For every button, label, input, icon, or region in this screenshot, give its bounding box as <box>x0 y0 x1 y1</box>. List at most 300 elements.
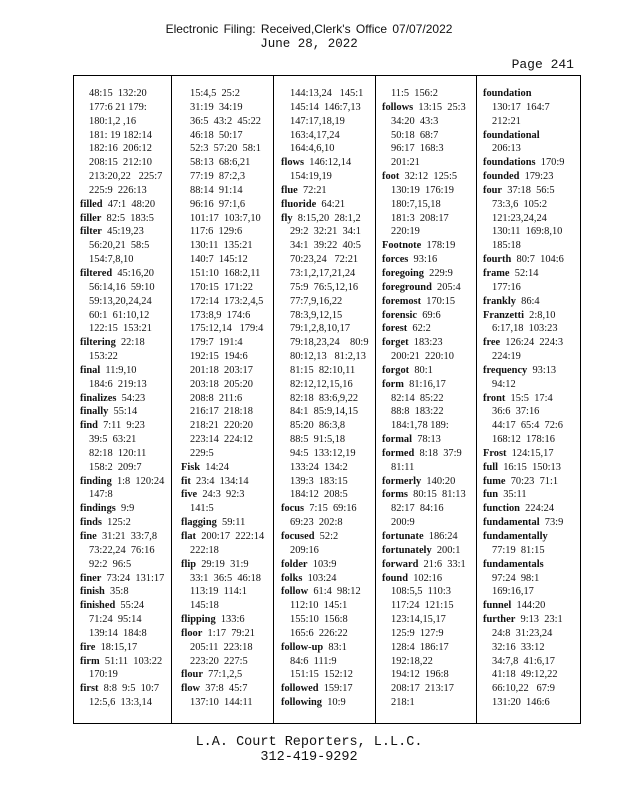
index-continuation <box>181 101 271 115</box>
index-continuation <box>382 225 473 239</box>
page-line-refs: 179:7 191:4 <box>190 337 243 349</box>
index-entry <box>80 655 168 669</box>
page-line-refs: 224:24 <box>519 503 555 515</box>
index-entry <box>483 599 579 613</box>
page-line-refs: 177:16 <box>492 281 521 293</box>
page-line-refs: 34:1 39:22 40:5 <box>290 240 362 252</box>
page-line-refs: 36:6 37:16 <box>492 406 540 418</box>
filing-stamp-line: Electronic Filing: Received,Clerk's Office 07/07/2022 <box>165 22 453 36</box>
index-continuation <box>80 461 168 475</box>
index-continuation <box>281 267 373 281</box>
page-line-refs: 97:24 98:1 <box>492 572 540 584</box>
page-line-refs: 168:12 178:16 <box>492 434 555 446</box>
page-line-refs: 181:3 208:17 <box>391 212 449 224</box>
index-entry <box>382 281 473 295</box>
index-entry <box>483 461 579 475</box>
page-line-refs: 96:17 168:3 <box>391 143 444 155</box>
page-line-refs: 180:1,2 ,16 <box>89 115 137 127</box>
page-line-refs: 56:20,21 58:5 <box>89 240 150 252</box>
index-continuation <box>483 419 579 433</box>
page-line-refs: 82:5 183:5 <box>101 212 154 224</box>
index-term: form <box>382 378 404 390</box>
index-term: forces <box>382 254 409 266</box>
index-continuation <box>382 87 473 101</box>
index-continuation <box>281 129 373 143</box>
index-continuation <box>483 585 579 599</box>
index-column-4 <box>382 87 473 710</box>
index-entry <box>382 253 473 267</box>
index-term: foremost <box>382 295 422 307</box>
page-line-refs: 52:2 <box>314 531 339 542</box>
page-line-refs: 51:11 103:22 <box>99 655 163 667</box>
index-continuation <box>281 392 373 406</box>
index-term: further <box>483 614 516 626</box>
page-line-refs: 46:18 50:17 <box>190 129 243 141</box>
index-term: finally <box>80 406 109 418</box>
page-line-refs: 58:13 68:6,21 <box>190 157 251 169</box>
index-entry <box>382 295 473 309</box>
index-continuation <box>80 613 168 627</box>
index-continuation <box>181 502 271 516</box>
page-line-refs: 108:5,5 110:3 <box>391 586 451 598</box>
page-line-refs: 48:15 132:20 <box>89 88 147 99</box>
page-line-refs: 14:24 <box>200 461 229 473</box>
page-line-refs: 178:19 <box>421 240 456 252</box>
index-term: Fisk <box>181 461 201 473</box>
index-term: finds <box>80 517 102 529</box>
page-line-refs: 31:19 34:19 <box>190 101 243 113</box>
index-term: finished <box>80 600 116 612</box>
index-term: formerly <box>382 475 422 487</box>
index-continuation <box>181 87 271 101</box>
index-entry <box>181 627 271 641</box>
index-term: firm <box>80 655 100 667</box>
index-entry <box>382 488 473 502</box>
index-continuation <box>382 461 473 475</box>
page-line-refs: 124:15,17 <box>506 447 554 459</box>
index-continuation <box>281 475 373 489</box>
page-line-refs: 15:5 17:4 <box>505 392 553 404</box>
index-entry <box>483 488 579 502</box>
page-line-refs: 81:11 <box>391 461 415 473</box>
index-continuation <box>281 544 373 558</box>
page-line-refs: 52:3 57:20 58:1 <box>190 143 262 155</box>
page-line-refs: 82:12,12,15,16 <box>290 378 353 390</box>
index-entry <box>483 309 579 323</box>
page-line-refs: 169:16,17 <box>492 586 534 598</box>
index-continuation <box>483 627 579 641</box>
page-line-refs: 7:15 69:16 <box>304 503 357 515</box>
page-line-refs: 205:4 <box>431 281 461 293</box>
index-term: forward <box>382 558 419 570</box>
index-continuation <box>382 627 473 641</box>
page-line-refs: 133:24 134:2 <box>290 461 348 473</box>
page-line-refs: 158:2 209:7 <box>89 461 142 473</box>
index-term: foregoing <box>382 267 424 279</box>
index-continuation <box>382 142 473 156</box>
page-line-refs: 77:7,9,16,22 <box>290 295 343 307</box>
page-line-refs: 139:14 184:8 <box>89 627 147 639</box>
index-continuation <box>181 405 271 419</box>
page-line-refs: 159:17 <box>318 683 353 695</box>
index-continuation <box>80 309 168 323</box>
index-continuation <box>281 419 373 433</box>
page-line-refs: 141:5 <box>190 503 214 515</box>
page-line-refs: 130:11 169:8,10 <box>492 226 563 238</box>
index-term: foundation <box>483 88 532 99</box>
page-line-refs: 77:19 81:15 <box>492 544 545 556</box>
index-term: frankly <box>483 295 516 307</box>
index-term: flat <box>181 531 197 542</box>
index-continuation <box>382 655 473 669</box>
index-continuation <box>80 87 168 101</box>
page-line-refs: 208:15 212:10 <box>89 157 152 169</box>
page-line-refs: 93:13 <box>527 364 557 376</box>
index-entry <box>181 682 271 696</box>
index-continuation <box>382 682 473 696</box>
index-term: fun <box>483 489 499 501</box>
index-entry <box>281 572 373 586</box>
index-entry <box>483 558 579 572</box>
page-line-refs: 220:19 <box>391 226 420 238</box>
page-line-refs: 173:8,9 174:6 <box>190 309 251 321</box>
page-line-refs: 184:12 208:5 <box>290 489 348 501</box>
index-entry <box>181 668 271 682</box>
page-line-refs: 47:1 48:20 <box>102 198 156 210</box>
index-continuation <box>181 212 271 226</box>
page-line-refs: 145:14 146:7,13 <box>290 101 361 113</box>
page-line-refs: 79:18,23,24 80:9 <box>290 337 369 349</box>
index-column-5 <box>483 87 579 710</box>
index-entry <box>80 516 168 530</box>
page-line-refs: 82:14 85:22 <box>391 392 444 404</box>
page-line-refs: 69:23 202:8 <box>290 517 343 529</box>
page-line-refs: 44:17 65:4 72:6 <box>492 420 564 432</box>
page-line-refs: 170:9 <box>535 157 565 169</box>
index-term: folder <box>281 558 308 570</box>
index-continuation <box>281 433 373 447</box>
page-line-refs: 225:9 226:13 <box>89 184 147 196</box>
index-term: full <box>483 461 499 473</box>
index-term: final <box>80 364 101 376</box>
index-continuation <box>281 225 373 239</box>
index-entry <box>80 267 168 281</box>
index-term: fine <box>80 531 97 542</box>
index-continuation <box>382 115 473 129</box>
page-line-refs: 218:1 <box>391 697 415 709</box>
index-entry <box>382 267 473 281</box>
index-continuation <box>483 655 579 669</box>
index-continuation <box>483 198 579 212</box>
page-line-refs: 172:14 173:2,4,5 <box>190 295 264 307</box>
page-line-refs: 222:18 <box>190 544 219 556</box>
page-line-refs: 64:21 <box>316 198 346 210</box>
index-entry <box>281 682 373 696</box>
index-entry <box>80 212 168 226</box>
index-term: following <box>281 697 322 709</box>
page-line-refs: 144:20 <box>511 600 546 612</box>
index-continuation <box>281 627 373 641</box>
index-continuation <box>181 267 271 281</box>
page-line-refs: 139:3 183:15 <box>290 475 348 487</box>
index-continuation <box>80 488 168 502</box>
column-divider <box>476 76 477 723</box>
page-line-refs: 88:8 183:22 <box>391 406 444 418</box>
index-continuation <box>181 447 271 461</box>
page-line-refs: 212:21 <box>492 115 521 127</box>
index-term: free <box>483 337 501 349</box>
index-continuation <box>80 447 168 461</box>
page-line-refs: 70:23,24 72:21 <box>290 254 359 266</box>
index-continuation <box>382 613 473 627</box>
page-line-refs: 55:14 <box>108 406 138 418</box>
index-continuation <box>483 322 579 336</box>
index-column-1 <box>80 87 168 710</box>
index-entry <box>483 336 579 350</box>
index-continuation <box>483 544 579 558</box>
page-line-refs: 206:13 <box>492 143 521 155</box>
page-line-refs: 177:6 21 179: <box>89 101 147 113</box>
page-line-refs: 6:17,18 103:23 <box>492 323 558 335</box>
index-term: finish <box>80 586 105 598</box>
index-term: fortunate <box>382 531 424 542</box>
index-continuation <box>483 115 579 129</box>
index-term: four <box>483 184 503 196</box>
page-line-refs: 186:24 <box>423 531 458 542</box>
index-continuation <box>382 212 473 226</box>
page-line-refs: 77:19 87:2,3 <box>190 171 246 183</box>
page-line-refs: 55:24 <box>115 600 145 612</box>
index-term: fundamentals <box>483 558 544 570</box>
page-line-refs: 79:1,2,8,10,17 <box>290 323 351 335</box>
index-entry <box>80 682 168 696</box>
index-entry <box>483 613 579 627</box>
page-line-refs: 82:18 120:11 <box>89 447 147 459</box>
page-line-refs: 83:1 <box>323 641 347 653</box>
page-line-refs: 24:8 31:23,24 <box>492 627 553 639</box>
page-number: Page 241 <box>511 57 574 72</box>
page-line-refs: 23:4 134:14 <box>190 475 249 487</box>
index-continuation <box>181 253 271 267</box>
page-line-refs: 54:23 <box>116 392 146 404</box>
page-line-refs: 201:21 <box>391 157 420 169</box>
page-line-refs: 201:18 203:17 <box>190 364 253 376</box>
page-line-refs: 52:14 <box>509 267 539 279</box>
index-term: filler <box>80 212 102 224</box>
page-line-refs: 88:5 91:5,18 <box>290 434 346 446</box>
index-entry <box>281 585 373 599</box>
index-term: found <box>382 572 408 584</box>
page-line-refs: 86:4 <box>515 295 540 307</box>
page-line-refs: 7:11 9:23 <box>97 420 145 432</box>
page-line-refs: 209:16 <box>290 544 319 556</box>
index-entry <box>483 447 579 461</box>
index-term: flows <box>281 157 305 169</box>
page-line-refs: 164:4,6,10 <box>290 143 335 155</box>
index-continuation <box>181 336 271 350</box>
index-term: fluoride <box>281 198 317 210</box>
page-line-refs: 123:14,15,17 <box>391 614 446 626</box>
page-line-refs: 11:5 156:2 <box>391 88 438 99</box>
page-line-refs: 125:2 <box>101 517 131 529</box>
index-term: foundational <box>483 129 540 141</box>
page-line-refs: 155:10 156:8 <box>290 614 348 626</box>
index-continuation <box>80 101 168 115</box>
page-line-refs: 130:17 164:7 <box>492 101 550 113</box>
page-line-refs: 96:16 97:1,6 <box>190 198 246 210</box>
page-line-refs: 179:23 <box>519 171 554 183</box>
index-continuation <box>281 461 373 475</box>
index-term: follow <box>281 586 309 598</box>
page-line-refs: 184:6 219:13 <box>89 378 147 390</box>
index-entry <box>382 572 473 586</box>
index-term: fire <box>80 641 96 653</box>
index-term: flow <box>181 683 201 695</box>
page-line-refs: 18:15,17 <box>95 641 138 653</box>
page-line-refs: 1:17 79:21 <box>202 627 255 639</box>
index-continuation <box>281 281 373 295</box>
index-continuation <box>181 225 271 239</box>
page-line-refs: 183:23 <box>408 337 443 349</box>
page-line-refs: 37:18 56:5 <box>502 184 555 196</box>
index-entry <box>382 170 473 184</box>
page-line-refs: 121:23,24,24 <box>492 212 547 224</box>
index-continuation <box>281 655 373 669</box>
page-line-refs: 85:20 86:3,8 <box>290 420 346 432</box>
page-line-refs: 1:8 120:24 <box>111 475 165 487</box>
page-line-refs: 140:20 <box>421 475 456 487</box>
index-entry <box>80 502 168 516</box>
page-line-refs: 208:17 213:17 <box>391 683 454 695</box>
page-line-refs: 113:19 114:1 <box>190 586 247 598</box>
index-continuation <box>382 502 473 516</box>
index-continuation <box>382 516 473 530</box>
index-entry <box>483 392 579 406</box>
page-line-refs: 200:1 <box>431 544 461 556</box>
index-continuation <box>80 378 168 392</box>
index-entry <box>281 558 373 572</box>
index-entry <box>80 530 168 544</box>
page-line-refs: 31:21 33:7,8 <box>96 531 158 542</box>
page-line-refs: 133:6 <box>215 614 245 626</box>
index-entry <box>382 530 473 544</box>
index-continuation <box>181 433 271 447</box>
index-continuation <box>483 212 579 226</box>
index-entry <box>181 516 271 530</box>
page-line-refs: 154:7,8,10 <box>89 254 134 266</box>
index-term: follow-up <box>281 641 324 653</box>
index-continuation <box>181 142 271 156</box>
index-continuation <box>181 419 271 433</box>
index-continuation <box>181 364 271 378</box>
page-line-refs: 185:18 <box>492 240 521 252</box>
index-entry <box>80 198 168 212</box>
index-continuation <box>80 239 168 253</box>
index-continuation <box>80 627 168 641</box>
page-line-refs: 126:24 224:3 <box>500 337 564 349</box>
index-entry <box>382 475 473 489</box>
index-entry <box>181 475 271 489</box>
page-line-refs: 70:23 71:1 <box>505 475 559 487</box>
index-continuation <box>483 281 579 295</box>
page-line-refs: 72:21 <box>297 184 327 196</box>
page-line-refs: 117:6 129:6 <box>190 226 243 238</box>
page-line-refs: 69:6 <box>417 309 441 321</box>
page-line-refs: 8:18 37:9 <box>414 447 462 459</box>
page-line-refs: 62:2 <box>407 323 431 335</box>
index-continuation <box>80 544 168 558</box>
reporter-company: L.A. Court Reporters, L.L.C. <box>195 735 423 750</box>
index-continuation <box>281 336 373 350</box>
index-term: folks <box>281 572 303 584</box>
page-line-refs: 84:1 85:9,14,15 <box>290 406 359 418</box>
page-line-refs: 16:15 150:13 <box>498 461 561 473</box>
index-continuation <box>281 253 373 267</box>
index-entry <box>483 267 579 281</box>
page-line-refs: 71:24 95:14 <box>89 614 142 626</box>
index-continuation <box>181 295 271 309</box>
index-entry <box>483 295 579 309</box>
index-continuation <box>80 142 168 156</box>
index-term: five <box>181 489 198 501</box>
index-entry <box>181 461 271 475</box>
page-line-refs: 94:12 <box>492 378 516 390</box>
index-term: foreground <box>382 281 432 293</box>
page-line-refs: 229:5 <box>190 447 214 459</box>
index-entry <box>382 322 473 336</box>
page-line-refs: 13:15 25:3 <box>413 101 466 113</box>
index-continuation <box>281 668 373 682</box>
index-entry <box>382 309 473 323</box>
index-continuation <box>483 668 579 682</box>
index-term: front <box>483 392 506 404</box>
page-line-refs: 130:11 135:21 <box>190 240 253 252</box>
index-entry <box>80 641 168 655</box>
page-line-refs: 175:12,14 179:4 <box>190 323 264 335</box>
index-term: function <box>483 503 520 515</box>
page-line-refs: 39:5 63:21 <box>89 434 137 446</box>
page-line-refs: 208:8 211:6 <box>190 392 243 404</box>
index-continuation <box>281 170 373 184</box>
index-term: formed <box>382 447 415 459</box>
page-line-refs: 59:11 <box>216 517 246 529</box>
page-line-refs: 73:9 <box>539 517 564 529</box>
index-term: formal <box>382 434 413 446</box>
page-line-refs: 73:1,2,17,21,24 <box>290 267 356 279</box>
index-continuation <box>382 641 473 655</box>
page-line-refs: 11:9,10 <box>100 364 137 376</box>
word-index-frame <box>73 75 581 724</box>
index-continuation <box>181 655 271 669</box>
page-line-refs: 60:1 61:10,12 <box>89 309 150 321</box>
index-entry <box>382 364 473 378</box>
index-entry <box>483 502 579 516</box>
index-continuation <box>80 156 168 170</box>
page-line-refs: 151:15 152:12 <box>290 669 353 681</box>
page-line-refs: 147:8 <box>89 489 113 501</box>
page-line-refs: 203:18 205:20 <box>190 378 253 390</box>
page-line-refs: 170:19 <box>89 669 118 681</box>
index-term: fortunately <box>382 544 432 556</box>
index-term: foundations <box>483 157 536 169</box>
page-line-refs: 78:3,9,12,15 <box>290 309 343 321</box>
page-line-refs: 128:4 186:17 <box>391 641 449 653</box>
page-line-refs: 34:7,8 41:6,17 <box>492 655 555 667</box>
page-line-refs: 29:19 31:9 <box>196 558 249 570</box>
index-continuation <box>483 378 579 392</box>
page-line-refs: 9:9 <box>115 503 135 515</box>
index-continuation <box>483 225 579 239</box>
